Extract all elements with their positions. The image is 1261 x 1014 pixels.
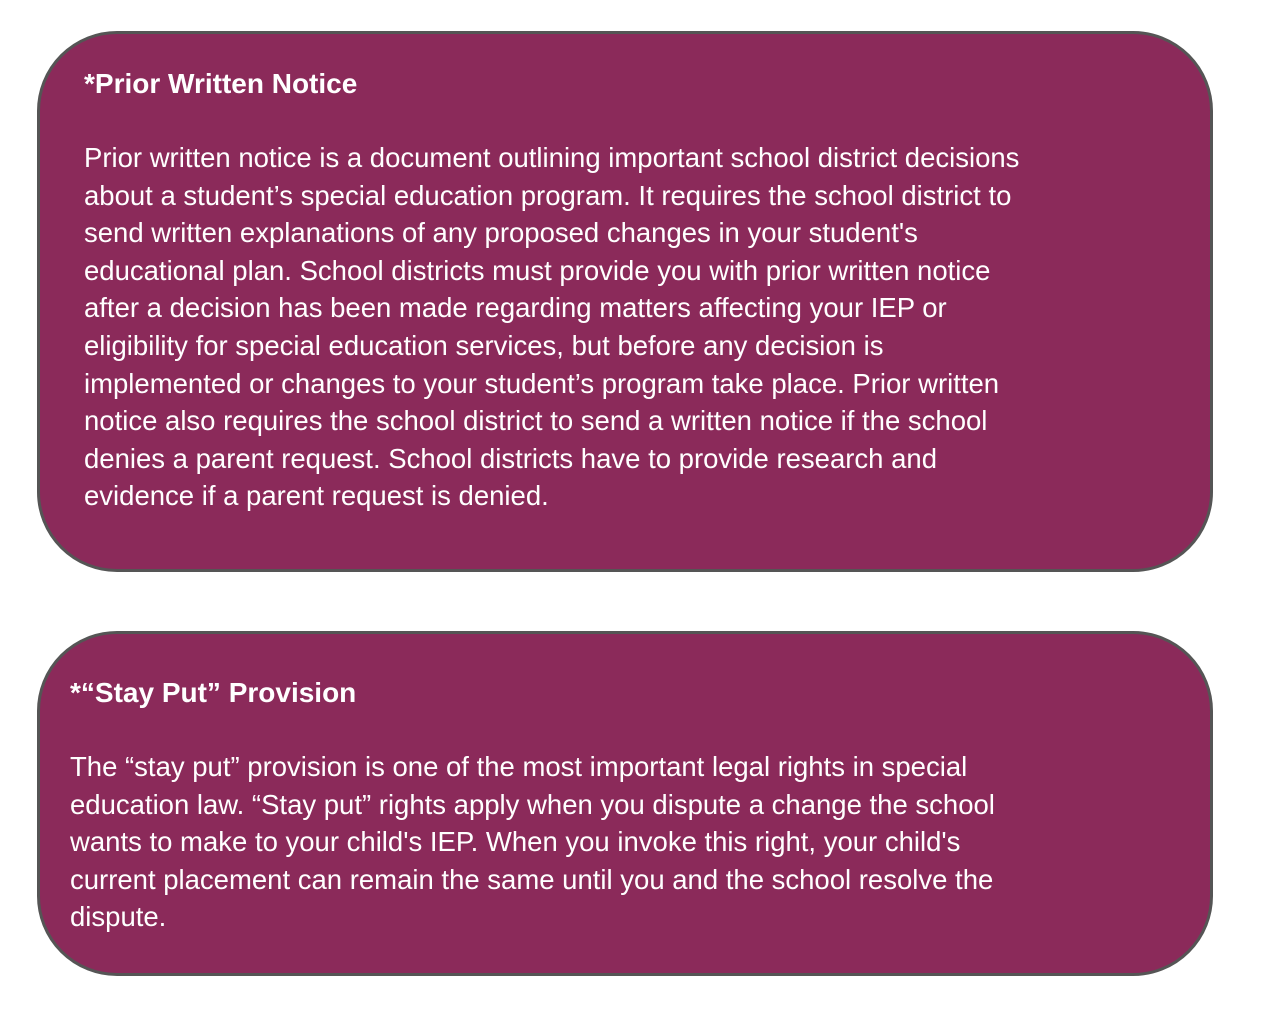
body-line: notice also requires the school district to send a written notice if the school xyxy=(84,405,988,437)
body-line: denies a parent request. School districts have to provide research and xyxy=(84,442,937,474)
body-line: eligibility for special education services, but before any decision is xyxy=(84,329,884,361)
body-line: current placement can remain the same until you and the school resolve the xyxy=(70,863,994,895)
stay-put-provision-card xyxy=(37,631,1213,976)
body-line: The “stay put” provision is one of the most important legal rights in special xyxy=(70,751,968,782)
card-body xyxy=(70,748,995,936)
body-line: educational plan. School districts must provide you with prior written notice xyxy=(84,254,991,286)
body-line: after a decision has been made regarding matters affecting your IEP or xyxy=(84,292,947,324)
body-line: about a student’s special education program. It requires the school district to xyxy=(84,179,1012,211)
body-line: send written explanations of any proposed changes in your student's xyxy=(84,217,918,249)
body-line: education law. “Stay put” rights apply when you dispute a change the school xyxy=(70,788,995,820)
card-title: *“Stay Put” Provision xyxy=(70,677,357,708)
body-line: wants to make to your child's IEP. When you invoke this right, your child's xyxy=(70,826,961,858)
card-title: *Prior Written Notice xyxy=(84,68,358,99)
body-line: dispute. xyxy=(70,901,167,933)
body-line: evidence if a parent request is denied. xyxy=(84,480,549,512)
body-line: implemented or changes to your student’s program take place. Prior written xyxy=(84,367,1000,399)
body-line: Prior written notice is a document outlining important school district decisions xyxy=(84,142,1020,173)
prior-written-notice-card xyxy=(37,31,1213,572)
card-body xyxy=(84,139,1019,515)
